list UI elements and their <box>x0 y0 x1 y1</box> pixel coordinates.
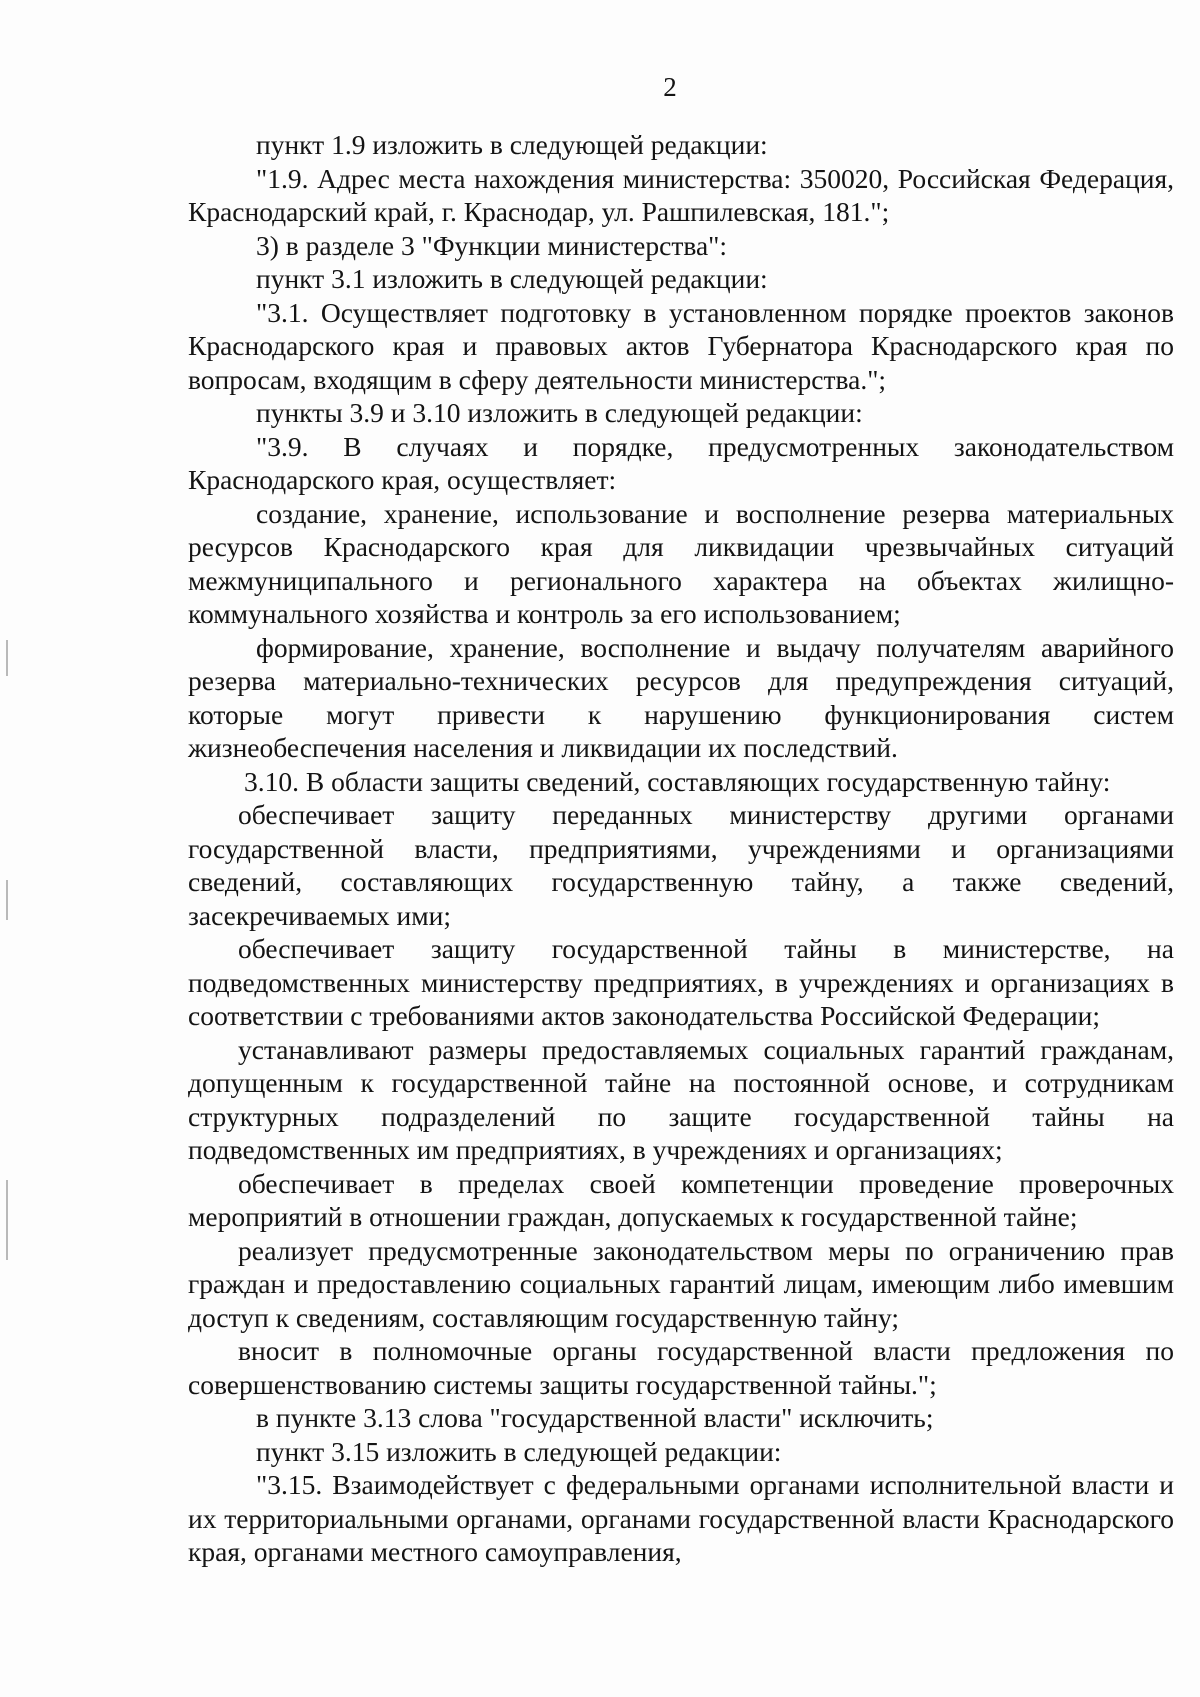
paragraph: "3.1. Осуществляет подготовку в установленном порядке проектов законов Краснодарского края и правовых актов Губернатора Краснодарского края по вопросам, входящим в сферу деятельности министерства."; <box>188 296 1174 395</box>
paragraph: "3.15. Взаимодействует с федеральными органами исполнительной власти и их территориальными органами, органами государственной власти Краснодарского края, органами местного самоуправления, <box>188 1469 1174 1567</box>
paragraph: 3.10. В области защиты сведений, составляющих государственную тайну: <box>244 765 1111 797</box>
paragraph: в пункте 3.13 слова "государственной власти" исключить; <box>256 1402 934 1433</box>
paragraph: формирование, хранение, восполнение и выдачу получателям аварийного резерва материально-технических ресурсов для предупреждения ситуаций, которые могут привести к нарушению функционирования систем жизнеобеспечения населения и ликвидации их последствий. <box>188 631 1174 763</box>
paragraph: обеспечивает защиту государственной тайны в министерстве, на подведомственных министерству предприятиях, в учреждениях и организациях в соответствии с требованиями актов законодательства Российской Федерации; <box>188 933 1174 1031</box>
paragraph: пункт 3.15 изложить в следующей редакции: <box>256 1435 782 1467</box>
paragraph: пункты 3.9 и 3.10 изложить в следующей редакции: <box>256 397 863 428</box>
paragraph: реализует предусмотренные законодательством меры по ограничению прав граждан и предоставлению социальных гарантий лицам, имеющим либо имевшим доступ к сведениям, составляющим государственную тайну; <box>188 1234 1174 1333</box>
paragraph: устанавливают размеры предоставляемых социальных гарантий гражданам, допущенным к государственной тайне на постоянной основе, и сотрудникам структурных подразделений по защите государственной тайны на подведомственных им предприятиях, в учреждениях и организациях; <box>188 1033 1174 1165</box>
paragraph: пункт 1.9 изложить в следующей редакции: <box>256 129 768 160</box>
scan-margin-artifacts <box>6 0 10 1697</box>
paragraph: пункт 3.1 изложить в следующей редакции: <box>256 263 768 294</box>
paragraph: создание, хранение, использование и восполнение резерва материальных ресурсов Краснодарского края для ликвидации чрезвычайных ситуаций межмуниципального и регионального характера на объектах жилищно-коммунального хозяйства и контроль за его использованием; <box>188 497 1174 629</box>
paragraph: обеспечивает защиту переданных министерству другими органами государственной власти, предприятиями, учреждениями и организациями сведений, составляющих государственную тайну, а также сведений, засекречиваемых ими; <box>188 799 1174 931</box>
paragraph: 3) в разделе 3 "Функции министерства": <box>256 229 728 261</box>
paragraph: "1.9. Адрес места нахождения министерства: 350020, Российская Федерация, Краснодарский край, г. Краснодар, ул. Рашпилевская, 181."; <box>188 162 1174 227</box>
document-body <box>188 128 1174 1569</box>
page-number: 2 <box>663 72 677 102</box>
paragraph: вносит в полномочные органы государственной власти предложения по совершенствованию системы защиты государственной тайны."; <box>188 1335 1174 1400</box>
paragraph: обеспечивает в пределах своей компетенции проведение проверочных мероприятий в отношении граждан, допускаемых к государственной тайне; <box>188 1167 1174 1232</box>
paragraph: "3.9. В случаях и порядке, предусмотренных законодательством Краснодарского края, осуществляет: <box>188 430 1174 495</box>
